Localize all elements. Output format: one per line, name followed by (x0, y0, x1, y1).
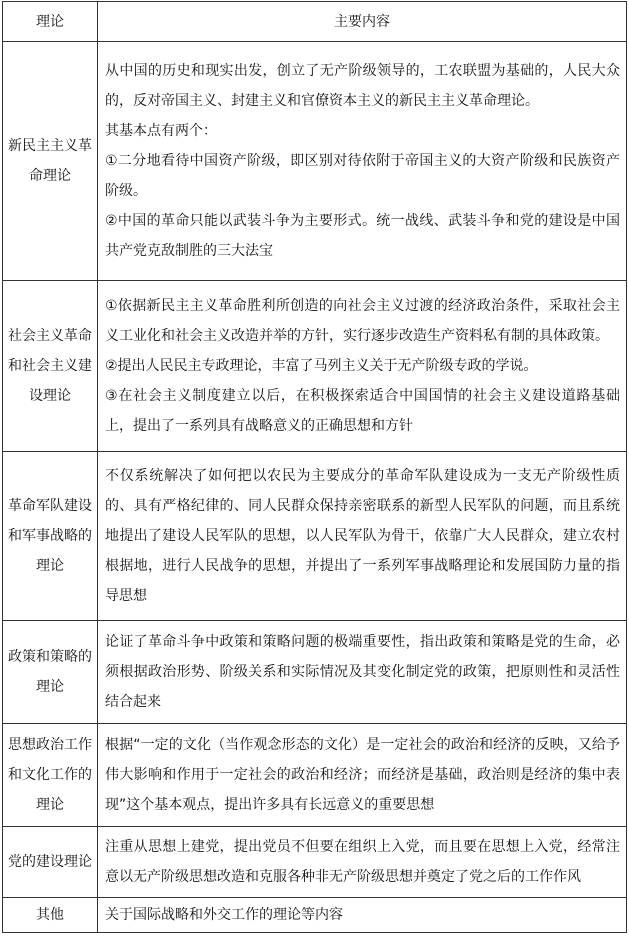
row-term: 其他 (3, 898, 98, 933)
table-row (3, 827, 627, 898)
row-term: 政策和策略的理论 (3, 621, 98, 724)
row-term: 社会主义革命和社会主义建设理论 (3, 281, 98, 452)
row-content (98, 827, 627, 898)
content-paragraph: 根据“一定的文化（当作观念形态的文化）是一定社会的政治和经济的反映，又给予伟大影响和作用于一定社会的政治和经济；而经济是基础，政治则是经济的集中表现”这个基本观点，提出许多具有长远意义的重要思想 (105, 737, 620, 813)
content-paragraph: ③在社会主义制度建立以后，在积极探索适合中国国情的社会主义建设道路基础上，提出了一系列具有战略意义的正确思想和方针 (105, 388, 620, 434)
table-row (3, 42, 627, 281)
table-row (3, 898, 627, 933)
table-row (3, 281, 627, 452)
theory-table (2, 1, 627, 933)
row-content (98, 898, 627, 933)
row-content (98, 452, 627, 621)
row-content (98, 42, 627, 281)
content-paragraph: 关于国际战略和外交工作的理论等内容 (105, 907, 343, 923)
content-paragraph: 注重从思想上建党，提出党员不但要在组织上入党，而且要在思想上入党，经常注意以无产阶级思想改造和克服各种非无产阶级思想并奠定了党之后的工作作风 (105, 839, 620, 885)
content-paragraph: 从中国的历史和现实出发，创立了无产阶级领导的，工农联盟为基础的，人民大众的，反对帝国主义、封建主义和官僚资本主义的新民主主义革命理论。 (105, 63, 620, 109)
table-row (3, 724, 627, 827)
row-term: 党的建设理论 (3, 827, 98, 898)
header-theory: 理论 (3, 2, 98, 42)
row-content (98, 724, 627, 827)
content-paragraph: 论证了革命斗争中政策和策略问题的极端重要性，指出政策和策略是党的生命，必须根据政治形势、阶级关系和实际情况及其变化制定党的政策，把原则性和灵活性结合起来 (105, 634, 620, 710)
table-row (3, 621, 627, 724)
row-term: 新民主主义革命理论 (3, 42, 98, 281)
table-header-row (3, 2, 627, 42)
content-paragraph: 其基本点有两个： (105, 123, 217, 139)
row-term: 革命军队建设和军事战略的理论 (3, 452, 98, 621)
content-paragraph: ①依据新民主主义革命胜利所创造的向社会主义过渡的经济政治条件，采取社会主义工业化和社会主义改造并举的方针，实行逐步改造生产资料私有制的具体政策。 (105, 298, 620, 344)
row-term: 思想政治工作和文化工作的理论 (3, 724, 98, 827)
content-paragraph: ②提出人民民主专政理论，丰富了马列主义关于无产阶级专政的学说。 (105, 358, 538, 374)
content-paragraph: ①二分地看待中国资产阶级，即区别对待依附于帝国主义的大资产阶级和民族资产阶级。 (105, 153, 620, 199)
content-paragraph: ②中国的革命只能以武装斗争为主要形式。统一战线、武装斗争和党的建设是中国共产党克敌制胜的三大法宝 (105, 213, 620, 259)
row-content (98, 621, 627, 724)
row-content (98, 281, 627, 452)
header-content: 主要内容 (98, 2, 627, 42)
table-row (3, 452, 627, 621)
content-paragraph: 不仅系统解决了如何把以农民为主要成分的革命军队建设成为一支无产阶级性质的、具有严格纪律的、同人民群众保持亲密联系的新型人民军队的问题，而且系统地提出了建设人民军队的思想，以人民军队为骨干，依靠广大人民群众，建立农村根据地，进行人民战争的思想，并提出了一系列军事战略理论和发展国防力量的指导思想 (105, 468, 620, 604)
